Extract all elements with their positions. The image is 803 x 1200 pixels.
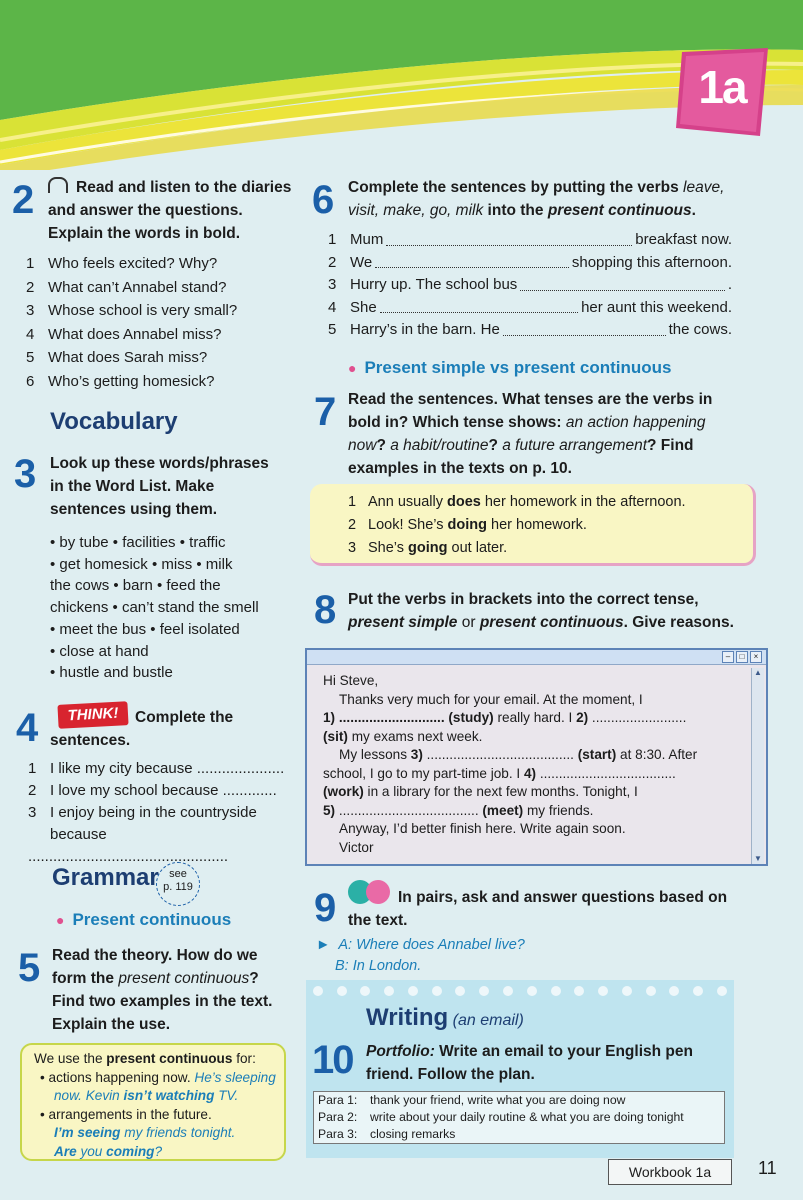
exercise-10-instruction: Portfolio: Write an email to your English pen friend. Follow the plan.: [366, 1043, 693, 1083]
writing-plan-table: [313, 1091, 725, 1144]
exercise-number: 9: [314, 886, 335, 930]
workbook-reference[interactable]: Workbook 1a: [608, 1159, 732, 1185]
list-item: 4 What does Annabel miss?: [26, 325, 222, 343]
list-item: 6 Who’s getting homesick?: [26, 372, 215, 390]
writing-heading: Writing (an email): [366, 1004, 524, 1031]
dialogue-example: ► A: Where does Annabel live? B: In London.: [316, 937, 525, 974]
list-item: 2 Look! She’s doing her homework.: [348, 517, 587, 533]
headphones-icon: [48, 177, 68, 193]
list-item: 2 What can’t Annabel stand?: [26, 278, 227, 296]
email-window: [305, 648, 768, 866]
list-item: 1 Ann usually does her homework in the afternoon.: [348, 494, 686, 510]
list-item: 5 Harry’s in the barn. He the cows.: [328, 321, 732, 338]
list-item: 5 What does Sarah miss?: [26, 349, 208, 366]
question-list: [26, 252, 306, 393]
list-item: 3 She’s going out later.: [348, 540, 508, 556]
vocabulary-heading: Vocabulary: [50, 408, 178, 435]
exercise-number: 4: [16, 706, 37, 750]
list-item: because ................................................: [28, 826, 229, 865]
sentence-list: [28, 758, 300, 868]
ps-vs-pc-heading: ● Present simple vs present continuous: [348, 358, 672, 377]
spiral-holes: [306, 986, 734, 998]
exercise-4-instruction: Complete the sentences.: [50, 709, 234, 749]
page-number: 11: [758, 1158, 777, 1178]
list-item: 1 I like my city because .....................: [28, 760, 285, 777]
list-item: 3 Hurry up. The school bus .: [328, 276, 732, 293]
think-badge: THINK!: [57, 701, 128, 729]
exercise-5-instruction: Read the theory. How do we form the present continuous? Find two examples in the text. Explain the use.: [52, 947, 273, 1033]
exercise-7-instruction: Read the sentences. What tenses are the verbs in bold in? Which tense shows: an action happening now? a habit/routine? a future arrangement? Find examples in the texts on p. 10.: [348, 391, 713, 477]
scroll-up-icon[interactable]: ▲: [754, 668, 762, 677]
list-item: 2 I love my school because .............: [28, 782, 277, 799]
table-row: Para 2: write about your daily routine & what you are doing tonight: [318, 1110, 684, 1124]
exercise-number: 5: [18, 946, 39, 990]
minimize-icon[interactable]: –: [722, 651, 734, 663]
unit-badge: 1a: [698, 61, 746, 113]
grammar-subheading: ● Present continuous: [56, 910, 232, 929]
list-item: 2 We shopping this afternoon.: [328, 253, 732, 271]
exercise-number: 2: [12, 178, 33, 222]
scroll-down-icon[interactable]: ▼: [754, 854, 762, 863]
maximize-icon[interactable]: □: [736, 651, 748, 663]
word-list: • by tube • facilities • traffic • get homesick • miss • milk the cows • barn • feed the chickens • can’t stand the smell • meet the bus • feel isolated • close at hand • hustle and bustle: [50, 534, 259, 682]
grammar-heading: Grammar: [52, 864, 159, 891]
list-item: 3 I enjoy being in the countryside: [28, 804, 257, 821]
exercise-number: 8: [314, 588, 335, 632]
list-item: 1 Mum breakfast now.: [328, 231, 732, 248]
list-item: 1 Who feels excited? Why?: [26, 255, 218, 272]
table-row: Para 1: thank your friend, write what you are doing now: [318, 1093, 626, 1107]
example-sentences-box: [310, 484, 756, 566]
list-item: 3 Whose school is very small?: [26, 302, 238, 319]
email-titlebar: [307, 650, 766, 665]
exercise-number: 7: [314, 390, 335, 434]
exercise-number: 6: [312, 178, 333, 222]
exercise-3-instruction: Look up these words/phrases in the Word List. Make sentences using them.: [50, 455, 269, 518]
grammar-reference-link[interactable]: see p. 119: [156, 862, 200, 906]
email-scrollbar[interactable]: [751, 668, 764, 864]
exercise-number: 3: [14, 452, 35, 496]
email-body: Hi Steve, Thanks very much for your email. At the moment, I 1) ............................ (study) really hard. I 2) ......................... (sit) my exams next week. My lessons 3) ....................................... (start) at 8:30. After school, I go to my part-time job. I 4) .................................... (work) in a library for the next few months. Tonight, I 5) ..................................... (meet) my friends. Anyway, I’d better finish here. Write again soon. Victor: [323, 673, 698, 855]
list-item: 4 She her aunt this weekend.: [328, 298, 732, 316]
exercise-number: 10: [312, 1038, 353, 1082]
table-row: Para 3: closing remarks: [318, 1127, 456, 1141]
exercise-9-instruction: In pairs, ask and answer questions based on the text.: [348, 889, 728, 929]
close-icon[interactable]: ×: [750, 651, 762, 663]
ex6-sentence-list: [328, 229, 732, 342]
theory-box: We use the present continuous for: • actions happening now. He’s sleeping now. Kevin isn’t watching TV. • arrangements in the future. I’m seeing my friends tonight. Are you coming?: [20, 1043, 286, 1161]
exercise-2-instruction: Read and listen to the diaries and answer the questions. Explain the words in bold.: [48, 179, 292, 242]
exercise-6-instruction: Complete the sentences by putting the verbs leave, visit, make, go, milk into the present continuous.: [348, 179, 725, 219]
exercise-8-instruction: Put the verbs in brackets into the correct tense, present simple or present continuous. Give reasons.: [348, 591, 734, 631]
